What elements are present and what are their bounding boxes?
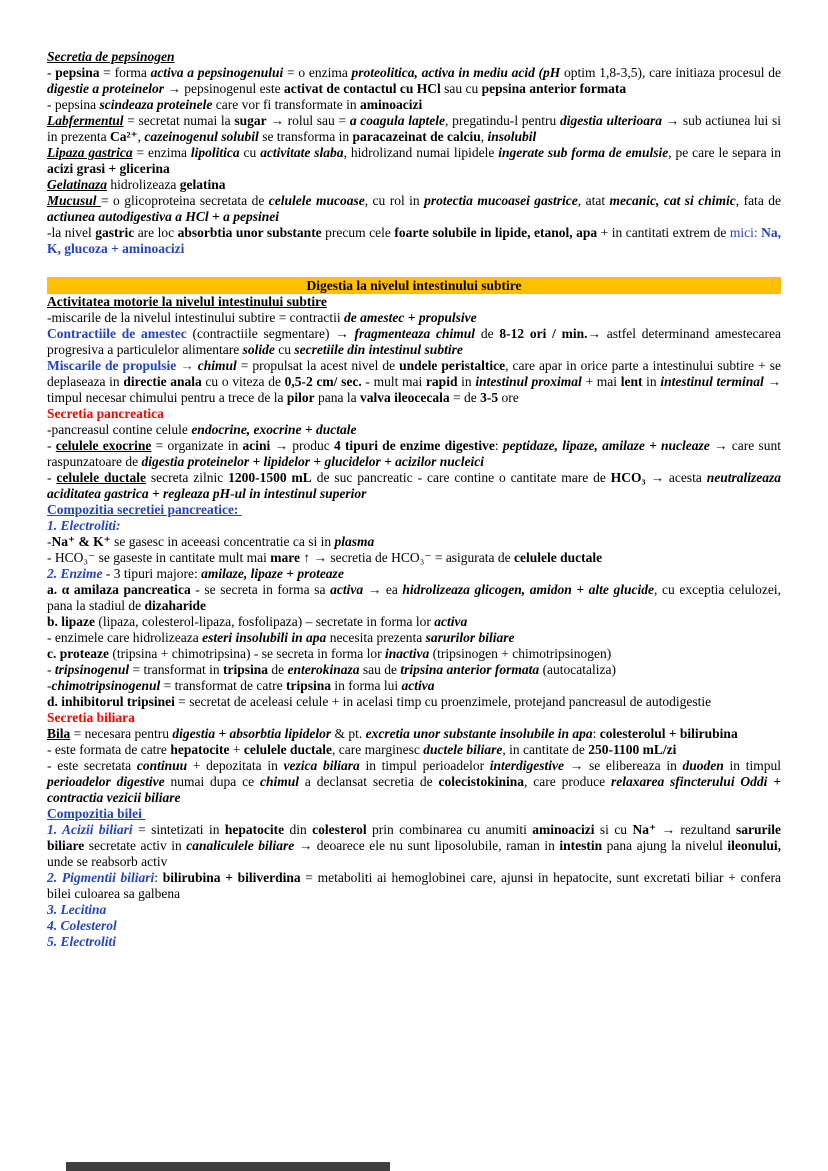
text-segment: 2. Pigmentii biliari bbox=[47, 870, 155, 885]
text-segment: dizaharide bbox=[144, 598, 206, 613]
text-segment: activat de contactul cu HCl bbox=[283, 81, 441, 96]
heading-compozitia-bilei bbox=[47, 806, 781, 822]
text-segment: interdigestive bbox=[489, 758, 565, 773]
text-segment: endocrine, exocrine + ductale bbox=[191, 422, 357, 437]
text-segment: ore bbox=[498, 390, 519, 405]
para-miscarile-propulsie bbox=[47, 358, 785, 406]
text-segment: paracazeinat de calciu bbox=[352, 129, 481, 144]
text-segment: celulele exocrine bbox=[55, 438, 152, 453]
text-segment: Digestia la nivelul intestinului subtire bbox=[306, 278, 522, 293]
text-segment: celulele mucoase bbox=[268, 193, 365, 208]
text-segment: - 3 tipuri majore: bbox=[102, 566, 202, 581]
text-segment: mici: bbox=[729, 225, 762, 240]
text-segment: chimul bbox=[260, 774, 300, 789]
text-segment: sarurile biliare bbox=[47, 822, 785, 853]
text-segment: - bbox=[47, 470, 57, 485]
text-segment: - HCO₃⁻ se gaseste in cantitate mult mai bbox=[47, 550, 271, 565]
text-segment: Compozitia secretiei pancreatice: bbox=[47, 502, 242, 517]
text-segment: , in cantitate de bbox=[502, 742, 589, 757]
text-segment: fragmenteaza chimul bbox=[354, 326, 476, 341]
text-segment: + in cantitati extrem de bbox=[597, 225, 730, 240]
text-segment: - bbox=[47, 438, 56, 453]
text-segment: in bbox=[457, 374, 476, 389]
text-segment: Secretia de pepsinogen bbox=[47, 49, 175, 64]
text-segment: = metaboliti ai hemoglobinei care, ajunsi in hepatocite, sunt excretati biliar + confera bilei culoarea sa galbena bbox=[47, 870, 785, 901]
text-segment: → sub actiunea lui si in prezenta bbox=[47, 113, 785, 144]
text-segment: 5. Electroliti bbox=[47, 934, 116, 949]
text-segment: chimotripsinogenul bbox=[51, 678, 161, 693]
text-segment: secretate activ in bbox=[84, 838, 187, 853]
text-segment: → se elibereaza in bbox=[564, 758, 683, 773]
text-segment: gelatina bbox=[179, 177, 226, 192]
text-segment: intestinul terminal bbox=[660, 374, 764, 389]
text-segment: pilor bbox=[286, 390, 315, 405]
text-segment: -pancreasul contine celule bbox=[47, 422, 192, 437]
text-segment: a declansat secretia de bbox=[299, 774, 439, 789]
text-segment: hepatocite bbox=[224, 822, 285, 837]
text-segment: excretia unor substante insolubile in apa bbox=[365, 726, 593, 741]
text-segment: scindeaza proteinele bbox=[99, 97, 213, 112]
text-segment: optim 1,8-3,5), care initiaza procesul de bbox=[560, 65, 785, 80]
item-acizii-biliari bbox=[47, 822, 785, 870]
text-segment: celulele ductale bbox=[243, 742, 333, 757]
text-segment: tripsina bbox=[285, 678, 331, 693]
text-segment: cu o viteza de bbox=[201, 374, 285, 389]
text-segment: 250-1100 mL/zi bbox=[588, 742, 677, 757]
heading-activitatea-motorie bbox=[47, 294, 781, 310]
text-segment: → care sunt raspunzatoare de bbox=[47, 438, 785, 469]
text-segment: a coagula laptele bbox=[349, 113, 445, 128]
text-segment: : bbox=[494, 438, 503, 453]
text-segment: care vor fi transformate in bbox=[212, 97, 361, 112]
heading-secretia-pancreatica bbox=[47, 406, 781, 422]
text-segment: - se secreta in forma sa bbox=[190, 582, 331, 597]
text-segment: + depozitata in bbox=[187, 758, 284, 773]
text-segment: precum cele bbox=[321, 225, 395, 240]
text-segment: de suc pancreatic - care contine o cantitate mare de bbox=[311, 470, 611, 485]
text-segment: se gasesc in aceeasi concentratie ca si in bbox=[110, 534, 335, 549]
para-gelatinaza bbox=[47, 177, 781, 193]
heading-secretia-biliara bbox=[47, 710, 781, 726]
text-segment: a. α amilaza pancreatica bbox=[47, 582, 191, 597]
text-segment: prin combinarea cu anumiti bbox=[366, 822, 533, 837]
text-segment: chimul bbox=[197, 358, 237, 373]
text-segment: → deoarece ele nu sunt liposolubile, raman in bbox=[294, 838, 560, 853]
text-segment: canaliculele biliare bbox=[186, 838, 295, 853]
para-amilaza bbox=[47, 582, 785, 614]
text-segment: , bbox=[480, 129, 488, 144]
text-segment: peptidaze, lipaze, amilaze + nucleaze bbox=[502, 438, 710, 453]
text-segment: Ca²⁺ bbox=[109, 129, 138, 144]
text-segment: hidrolizeaza bbox=[107, 177, 180, 192]
text-segment: = transformat de catre bbox=[160, 678, 286, 693]
spacer-before-header bbox=[47, 257, 781, 277]
text-segment: de bbox=[268, 662, 288, 677]
text-segment: Compozitia bilei bbox=[47, 806, 146, 821]
text-segment: HCO₃ bbox=[610, 470, 646, 485]
text-segment: & pt. bbox=[331, 726, 366, 741]
text-segment: Secretia biliara bbox=[47, 710, 135, 725]
text-segment: cu bbox=[274, 342, 295, 357]
text-segment: : bbox=[154, 870, 163, 885]
text-segment: intestinul proximal bbox=[475, 374, 582, 389]
text-segment: Activitatea motorie la nivelul intestinului subtire bbox=[47, 294, 327, 309]
para-scindeaza bbox=[47, 97, 781, 113]
para-inhibitorul-tripsinei bbox=[47, 694, 781, 710]
text-segment: gastric bbox=[95, 225, 135, 240]
text-segment: → acesta bbox=[645, 470, 707, 485]
para-contractiile-amestec bbox=[47, 326, 785, 358]
text-segment: → ea bbox=[363, 582, 403, 597]
text-segment: + bbox=[229, 742, 244, 757]
document-content bbox=[47, 49, 785, 950]
text-segment: = de bbox=[449, 390, 481, 405]
para-miscarile bbox=[47, 310, 781, 326]
item-electroliti-bila bbox=[47, 934, 781, 950]
para-absorbtie-gastrica bbox=[47, 225, 785, 257]
item-pigmentii-biliari bbox=[47, 870, 785, 902]
text-segment: activitate slaba bbox=[260, 145, 344, 160]
text-segment: ↑ bbox=[300, 550, 311, 565]
text-segment: rapid bbox=[425, 374, 458, 389]
text-segment: - pepsina bbox=[47, 97, 100, 112]
text-segment: Bila bbox=[47, 726, 71, 741]
text-segment: = organizate in bbox=[151, 438, 243, 453]
para-pepsina bbox=[47, 65, 785, 97]
text-segment: bilirubina + biliverdina bbox=[162, 870, 301, 885]
text-segment: colesterol bbox=[312, 822, 367, 837]
text-segment: aminoacizi bbox=[532, 822, 595, 837]
text-segment: = transformat in bbox=[129, 662, 223, 677]
para-tripsinogenul bbox=[47, 662, 781, 678]
text-segment: in timpul perioadelor bbox=[359, 758, 490, 773]
para-celulele-exocrine bbox=[47, 438, 785, 470]
text-segment: mecanic, cat si chimic bbox=[609, 193, 736, 208]
text-segment: cazeinogenul solubil bbox=[144, 129, 259, 144]
text-segment: vezica biliara bbox=[283, 758, 360, 773]
text-segment: (lipaza, colesterol-lipaza, fosfolipaza) – secretate in forma lor bbox=[95, 614, 435, 629]
text-segment: hidrolizeaza glicogen, amidon + alte glucide bbox=[402, 582, 655, 597]
heading-compozitia-pancreatice bbox=[47, 502, 781, 518]
text-segment: are loc bbox=[134, 225, 178, 240]
text-segment: inactiva bbox=[385, 646, 430, 661]
text-segment: → astfel determinand amestecarea progresiva a particulelor alimentare bbox=[47, 326, 785, 357]
text-segment: acizi grasi + glicerina bbox=[47, 161, 170, 176]
text-segment: , hidrolizand numai lipidele bbox=[343, 145, 499, 160]
text-segment: Na⁺ & K⁺ bbox=[51, 534, 111, 549]
text-segment: → rezultand bbox=[656, 822, 736, 837]
text-segment: necesita prezenta bbox=[326, 630, 426, 645]
text-segment: neutralizeaza aciditatea gastrica + regleaza pH-ul in intestinul superior bbox=[47, 470, 785, 501]
text-segment: foarte solubile in lipide, etanol, apa bbox=[394, 225, 598, 240]
text-segment: solide bbox=[242, 342, 275, 357]
text-segment: directie anala bbox=[123, 374, 202, 389]
text-segment: - bbox=[47, 678, 52, 693]
text-segment: cu bbox=[239, 145, 261, 160]
text-segment: - este formata de catre bbox=[47, 742, 171, 757]
text-segment: lent bbox=[620, 374, 643, 389]
text-segment: sugar bbox=[234, 113, 267, 128]
text-segment: tripsina anterior formata bbox=[400, 662, 540, 677]
text-segment: pepsina anterior formata bbox=[481, 81, 627, 96]
text-segment: din bbox=[284, 822, 313, 837]
text-segment: (autocataliza) bbox=[539, 662, 617, 677]
text-segment: activa bbox=[330, 582, 364, 597]
text-segment: secreta zilnic bbox=[146, 470, 229, 485]
text-segment: actiunea autodigestiva a HCl + a pepsinei bbox=[47, 209, 279, 224]
text-segment: se transforma in bbox=[258, 129, 353, 144]
text-segment: → pepsinogenul este bbox=[164, 81, 284, 96]
text-segment: 8-12 ori / min. bbox=[499, 326, 588, 341]
text-segment: activa bbox=[401, 678, 435, 693]
text-segment: digestie a proteinelor bbox=[47, 81, 164, 96]
text-segment: , cu exceptia celulozei, pana la stadiul de bbox=[47, 582, 785, 613]
text-segment: 3. Lecitina bbox=[47, 902, 107, 917]
text-segment: tripsina bbox=[223, 662, 269, 677]
text-segment: celulele ductale bbox=[56, 470, 147, 485]
text-segment: → secretia de HCO₃⁻ = asigurata de bbox=[310, 550, 515, 565]
text-segment: Secretia pancreatica bbox=[47, 406, 164, 421]
para-lipaza-gastrica bbox=[47, 145, 785, 177]
text-segment: unde se reabsorb activ bbox=[47, 838, 785, 869]
text-segment: 3-5 bbox=[480, 390, 499, 405]
item-lecitina bbox=[47, 902, 781, 918]
text-segment: duoden bbox=[682, 758, 724, 773]
text-segment: secretiile din intestinul subtire bbox=[294, 342, 463, 357]
text-segment: celulele ductale bbox=[514, 550, 603, 565]
text-segment: 4. Colesterol bbox=[47, 918, 117, 933]
text-segment: -miscarile de la nivelul intestinului subtire = contractii bbox=[47, 310, 345, 325]
text-segment: - bbox=[47, 65, 56, 80]
para-lipaze bbox=[47, 614, 781, 630]
text-segment: in forma lui bbox=[330, 678, 402, 693]
text-segment: (tripsina + chimotripsina) - se secreta in forma lor bbox=[108, 646, 386, 661]
text-segment: perioadelor digestive bbox=[47, 774, 165, 789]
text-segment: plasma bbox=[334, 534, 375, 549]
text-segment: valva ileocecala bbox=[360, 390, 450, 405]
text-segment: - bbox=[47, 662, 55, 677]
text-segment: , pregatindu-l pentru bbox=[445, 113, 560, 128]
text-segment: , fata de bbox=[735, 193, 785, 208]
text-segment: pana la bbox=[314, 390, 361, 405]
text-segment: b. lipaze bbox=[47, 614, 96, 629]
text-segment: digestia proteinelor + lipidelor + glucidelor + acizilor nucleici bbox=[141, 454, 485, 469]
text-segment: sarurilor biliare bbox=[425, 630, 515, 645]
text-segment: in bbox=[642, 374, 661, 389]
text-segment: in timpul bbox=[723, 758, 785, 773]
text-segment: 1200-1500 mL bbox=[228, 470, 312, 485]
text-segment: - mult mai bbox=[361, 374, 426, 389]
text-segment: = forma bbox=[99, 65, 151, 80]
item-enzime bbox=[47, 566, 781, 582]
text-segment: si cu bbox=[594, 822, 633, 837]
text-segment: tripsinogenul bbox=[54, 662, 130, 677]
text-segment: insolubil bbox=[487, 129, 537, 144]
text-segment: pepsina bbox=[55, 65, 100, 80]
para-pancreas-celule bbox=[47, 422, 781, 438]
para-proteaze bbox=[47, 646, 781, 662]
text-segment: activa a pepsinogenului bbox=[150, 65, 284, 80]
text-segment: protectia mucoasei gastrice bbox=[424, 193, 578, 208]
text-segment: → rolul sau = bbox=[266, 113, 350, 128]
text-segment: Labfermentul bbox=[47, 113, 124, 128]
text-segment: = enzima bbox=[132, 145, 191, 160]
heading-secretia-pepsinogen bbox=[47, 49, 781, 65]
text-segment: enterokinaza bbox=[287, 662, 360, 677]
text-segment: pana ajung la nivelul bbox=[602, 838, 728, 853]
text-segment: → produc bbox=[270, 438, 334, 453]
text-segment: = secretat de aceleasi celule + in acelasi timp cu proenzimele, protejand pancreasul de autodigestie bbox=[174, 694, 712, 709]
text-segment: aminoacizi bbox=[360, 97, 423, 112]
text-segment: - enzimele care hidrolizeaza bbox=[47, 630, 203, 645]
text-segment: Miscarile de propulsie bbox=[47, 358, 177, 373]
para-bila-secretie bbox=[47, 758, 785, 806]
text-segment: numai dupa ce bbox=[164, 774, 261, 789]
text-segment: : bbox=[592, 726, 600, 741]
text-segment: , pe care le separa in bbox=[668, 145, 785, 160]
heading-digestia-intestin-subtire bbox=[47, 277, 781, 294]
text-segment: hepatocite bbox=[170, 742, 230, 757]
para-labfermentul bbox=[47, 113, 785, 145]
text-segment: colesterolul + bilirubina bbox=[599, 726, 738, 741]
para-celulele-ductale bbox=[47, 470, 785, 502]
text-segment: proteolitica, activa in mediu acid (pH bbox=[351, 65, 561, 80]
text-segment: Lipaza gastrica bbox=[47, 145, 133, 160]
text-segment: , care apar in orice parte a intestinului subtire + se deplaseaza in bbox=[47, 358, 785, 389]
para-na-k bbox=[47, 534, 781, 550]
para-hco3 bbox=[47, 550, 781, 566]
text-segment: 2. Enzime bbox=[47, 566, 103, 581]
text-segment: digestia ulterioara bbox=[559, 113, 662, 128]
text-segment: c. proteaze bbox=[47, 646, 109, 661]
text-segment: digestia + absorbtia lipidelor bbox=[172, 726, 332, 741]
text-segment: Gelatinaza bbox=[47, 177, 108, 192]
text-segment: esteri insolubili in apa bbox=[202, 630, 327, 645]
text-segment: = o enzima bbox=[283, 65, 352, 80]
text-segment: , atat bbox=[577, 193, 610, 208]
text-segment: → timpul necesar chimului pentru a trece de la bbox=[47, 374, 785, 405]
text-segment: Na, K, glucoza + aminoacizi bbox=[47, 225, 785, 256]
text-segment: = o glicoproteina secretata de bbox=[100, 193, 269, 208]
para-mucusul bbox=[47, 193, 785, 225]
text-segment: intestin bbox=[559, 838, 603, 853]
text-segment: + mai bbox=[581, 374, 621, 389]
text-segment: (contractiile segmentare) → bbox=[186, 326, 355, 341]
text-segment: = propulsat la acest nivel de bbox=[236, 358, 400, 373]
text-segment: , bbox=[137, 129, 145, 144]
para-bila bbox=[47, 726, 781, 742]
item-electroliti bbox=[47, 518, 781, 534]
text-segment: sau de bbox=[359, 662, 401, 677]
text-segment: relaxarea sfincterului Oddi + contractia vezicii biliare bbox=[47, 774, 785, 805]
text-segment: → bbox=[176, 358, 198, 373]
text-segment: lipolitica bbox=[190, 145, 240, 160]
text-segment: = secretat numai la bbox=[123, 113, 235, 128]
text-segment: ingerate sub forma de emulsie bbox=[498, 145, 669, 160]
para-chimotripsinogenul bbox=[47, 678, 781, 694]
text-segment: 4 tipuri de enzime digestive bbox=[333, 438, 495, 453]
text-segment: , cu rol in bbox=[364, 193, 425, 208]
text-segment: Mucusul bbox=[47, 193, 101, 208]
text-segment: = necesara pentru bbox=[70, 726, 173, 741]
text-segment: d. inhibitorul tripsinei bbox=[47, 694, 175, 709]
text-segment: 1. Acizii biliari bbox=[47, 822, 133, 837]
text-segment: , care produce bbox=[524, 774, 611, 789]
text-segment: activa bbox=[434, 614, 468, 629]
text-segment: = sintetizati in bbox=[132, 822, 225, 837]
text-segment: acini bbox=[242, 438, 271, 453]
text-segment: continuu bbox=[136, 758, 188, 773]
text-segment: (tripsinogen + chimotripsinogen) bbox=[429, 646, 612, 661]
text-segment: amilaze, lipaze + proteaze bbox=[201, 566, 344, 581]
para-esteri bbox=[47, 630, 781, 646]
text-segment: Contractiile de amestec bbox=[47, 326, 187, 341]
text-segment: - bbox=[47, 534, 52, 549]
text-segment: Na⁺ bbox=[632, 822, 657, 837]
text-segment: - este secretata bbox=[47, 758, 137, 773]
text-segment: mare bbox=[270, 550, 301, 565]
text-segment: 1. Electroliti: bbox=[47, 518, 121, 533]
text-segment: ductele biliare bbox=[423, 742, 503, 757]
text-segment: 0,5-2 cm/ sec. bbox=[284, 374, 362, 389]
text-segment: -la nivel bbox=[47, 225, 96, 240]
text-segment: de bbox=[475, 326, 500, 341]
text-segment: sau cu bbox=[440, 81, 482, 96]
item-colesterol bbox=[47, 918, 781, 934]
text-segment: colecistokinina bbox=[438, 774, 525, 789]
text-segment: de amestec + propulsive bbox=[344, 310, 477, 325]
partial-next-element-bar bbox=[66, 1162, 390, 1171]
text-segment: absorbtia unor substante bbox=[177, 225, 322, 240]
text-segment: , care marginesc bbox=[332, 742, 424, 757]
text-segment: ileonului, bbox=[727, 838, 781, 853]
text-segment: undele peristaltice bbox=[399, 358, 506, 373]
para-bila-formare bbox=[47, 742, 781, 758]
